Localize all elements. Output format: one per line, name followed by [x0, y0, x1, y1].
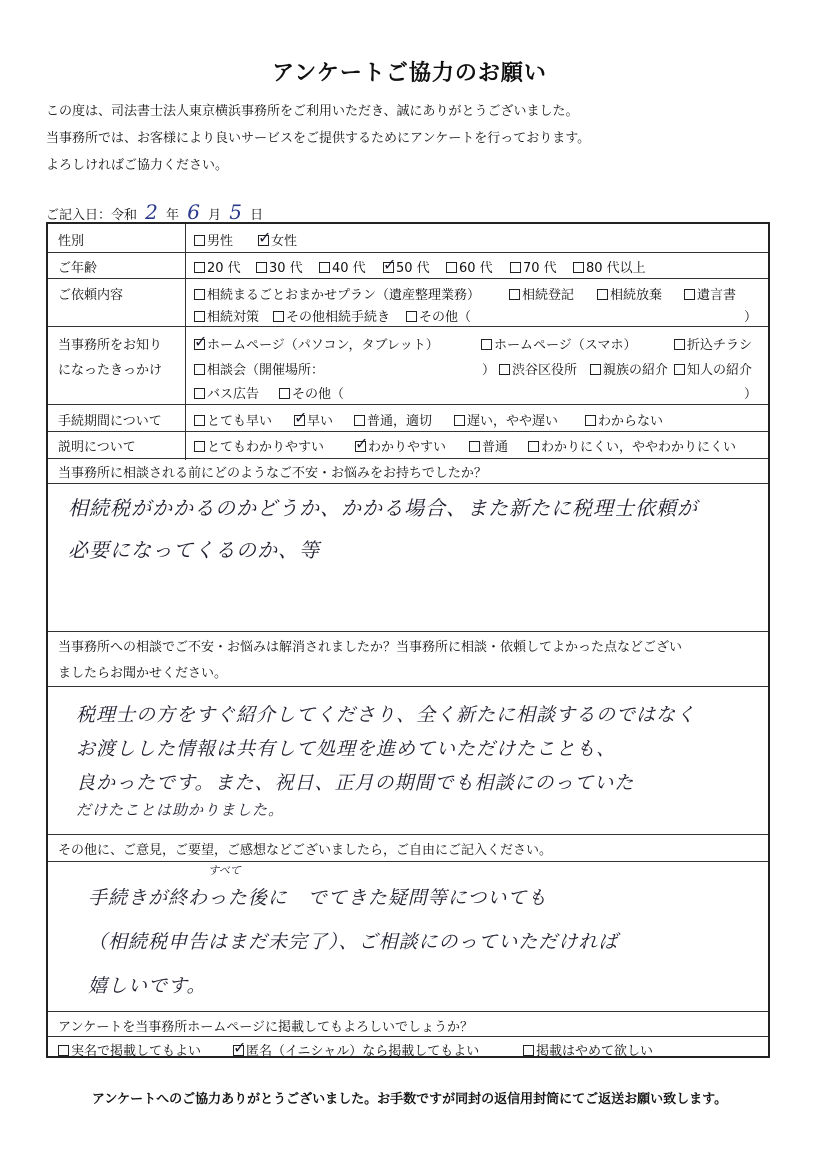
checkbox[interactable]: [256, 262, 267, 273]
explanation-label: 説明について: [58, 440, 136, 455]
answer-line: 嬉しいです。: [88, 975, 207, 997]
option-label: その他（: [419, 310, 472, 325]
request-option-other[interactable]: [406, 306, 471, 325]
option-label: わかりやすい: [368, 440, 447, 455]
row-divider: [48, 252, 768, 253]
publish-option-initials[interactable]: [233, 1040, 479, 1059]
answer-line: だけたことは助かりました。: [76, 801, 285, 819]
option-label: 男性: [207, 234, 234, 249]
row-divider: [48, 458, 768, 459]
option-label: 30 代: [269, 261, 303, 276]
source-option-shibuya-office[interactable]: [499, 359, 577, 378]
date-year-unit: 年: [166, 208, 180, 223]
checkbox[interactable]: [233, 1045, 244, 1056]
option-label: 折込チラシ: [687, 338, 753, 353]
request-option-full-plan[interactable]: [194, 284, 480, 303]
period-option-unknown[interactable]: [585, 410, 663, 429]
option-label: 80 代以上: [586, 261, 646, 276]
option-label: 実名で掲載してもよい: [71, 1044, 202, 1059]
gender-label: 性別: [58, 234, 85, 249]
option-label: わかりにくい，ややわかりにくい: [541, 440, 737, 455]
checkbox[interactable]: [684, 289, 695, 300]
source-seminar-close: ）: [482, 363, 496, 378]
checkbox[interactable]: [279, 388, 290, 399]
checkbox[interactable]: [194, 388, 205, 399]
explanation-option-clear[interactable]: [355, 436, 446, 455]
answer-3[interactable]: [88, 876, 618, 1008]
checkbox[interactable]: [355, 441, 366, 452]
row-divider: [48, 1011, 768, 1012]
checkbox[interactable]: [294, 415, 305, 426]
gender-option-male[interactable]: [194, 230, 233, 249]
option-label: バス広告: [207, 387, 260, 402]
option-label: その他相続手続き: [286, 310, 391, 325]
checkbox[interactable]: [446, 262, 457, 273]
period-label: 手続期間について: [58, 414, 162, 429]
age-option-60[interactable]: [446, 257, 493, 276]
checkbox[interactable]: [354, 415, 365, 426]
option-label: 普通，適切: [367, 414, 433, 429]
page-title: アンケートご協力のお願い: [272, 61, 547, 86]
option-label: 60 代: [459, 261, 493, 276]
checkbox[interactable]: [194, 311, 205, 322]
answer-line: 手続きが終わった後に でてきた疑問等についても: [88, 887, 548, 909]
option-label: 渋谷区役所: [512, 363, 578, 378]
source-option-seminar[interactable]: [194, 359, 324, 378]
option-label: 40 代: [332, 261, 366, 276]
explanation-option-normal[interactable]: [469, 436, 508, 455]
checkbox[interactable]: [319, 262, 330, 273]
row-divider: [48, 686, 768, 687]
row-divider: [48, 278, 768, 279]
option-label: 相続対策: [207, 310, 260, 325]
checkbox[interactable]: [585, 415, 596, 426]
checkbox[interactable]: [273, 311, 284, 322]
checkbox[interactable]: [194, 289, 205, 300]
label-column-divider: [185, 224, 186, 460]
row-divider: [48, 404, 768, 405]
age-option-30[interactable]: [256, 257, 303, 276]
checkbox[interactable]: [194, 262, 205, 273]
publish-question: アンケートを当事務所ホームページに掲載してもよろしいでしょうか？: [58, 1020, 473, 1035]
answer-line: （相続税申告はまだ未完了）、ご相談にのっていただければ: [88, 931, 619, 953]
row-divider: [48, 631, 768, 632]
date-month[interactable]: 6: [187, 200, 200, 224]
request-other-close: ）: [744, 310, 758, 325]
age-option-40[interactable]: [319, 257, 366, 276]
option-label: 親族の紹介: [603, 363, 669, 378]
date-day[interactable]: 5: [229, 200, 242, 224]
checkbox[interactable]: [194, 235, 205, 246]
option-label: 掲載はやめて欲しい: [536, 1044, 654, 1059]
date-month-unit: 月: [208, 208, 222, 223]
source-option-flyer[interactable]: [674, 334, 752, 353]
option-label: 20 代: [207, 261, 241, 276]
age-option-70[interactable]: [510, 257, 557, 276]
option-label: 知人の紹介: [687, 363, 753, 378]
entry-date: [46, 200, 263, 224]
age-option-50[interactable]: [383, 257, 430, 276]
request-label: ご依頼内容: [58, 288, 124, 303]
question-2-line-2: ましたらお聞かせください。: [58, 666, 228, 681]
gender-option-female[interactable]: [258, 230, 297, 249]
date-day-unit: 日: [250, 208, 264, 223]
checkbox[interactable]: [590, 364, 601, 375]
footer-thanks: アンケートへのご協力ありがとうございました。お手数ですが同封の返信用封筒にてご返送お願い致します。: [91, 1092, 728, 1107]
explanation-option-very-clear[interactable]: [194, 436, 324, 455]
source-option-homepage-pc[interactable]: [194, 334, 439, 353]
answer-line: 相続税がかかるのかどうか、かかる場合、また新たに税理士依頼が: [68, 496, 698, 520]
row-divider: [48, 1036, 768, 1037]
source-option-bus-ad[interactable]: [194, 383, 259, 402]
request-option-planning[interactable]: [194, 306, 259, 325]
publish-option-real-name[interactable]: [58, 1040, 201, 1059]
source-other-close: ）: [744, 387, 758, 402]
checkbox[interactable]: [454, 415, 465, 426]
date-year[interactable]: 2: [145, 200, 158, 224]
source-label-line-1: 当事務所をお知り: [58, 338, 163, 353]
request-option-will[interactable]: [684, 284, 736, 303]
date-label: ご記入日：令和: [46, 208, 138, 223]
checkbox[interactable]: [258, 235, 269, 246]
option-label: とてもわかりやすい: [207, 440, 325, 455]
row-divider: [48, 483, 768, 484]
age-option-20[interactable]: [194, 257, 241, 276]
checkbox[interactable]: [674, 364, 685, 375]
answer-line: 税理士の方をすぐ紹介してくださり、全く新たに相談するのではなく: [76, 704, 697, 726]
checkbox[interactable]: [194, 441, 205, 452]
request-option-registration[interactable]: [509, 284, 574, 303]
checkbox[interactable]: [573, 262, 584, 273]
option-label: 50 代: [396, 261, 430, 276]
period-option-fast[interactable]: [294, 410, 333, 429]
checkbox[interactable]: [481, 339, 492, 350]
answer-line: 必要になってくるのか、等: [68, 538, 320, 562]
row-divider: [48, 834, 768, 835]
option-label: 70 代: [523, 261, 557, 276]
option-label: 早い: [307, 414, 334, 429]
option-label: 相続まるごとおまかせプラン（遺産整理業務）: [207, 288, 481, 303]
checkbox[interactable]: [194, 339, 205, 350]
option-label: ホームページ（スマホ）: [494, 338, 637, 353]
checkbox[interactable]: [528, 441, 539, 452]
request-option-other-procedures[interactable]: [273, 306, 390, 325]
checkbox[interactable]: [499, 364, 510, 375]
question-2-line-1: 当事務所への相談でご不安・お悩みは解消されましたか？当事務所に相談・依頼してよかった点などござい: [58, 640, 683, 655]
checkbox[interactable]: [523, 1045, 534, 1056]
answer-3-note: すべて: [208, 864, 241, 877]
question-3: その他に、ご意見，ご要望，ご感想などございましたら，ご自由にご記入ください。: [58, 843, 553, 858]
answer-2[interactable]: [76, 698, 696, 820]
option-label: 相続登記: [522, 288, 575, 303]
checkbox[interactable]: [58, 1045, 69, 1056]
intro-line-1: この度は、司法書士法人東京横浜事務所をご利用いただき、誠にありがとうございました。: [46, 104, 579, 119]
answer-line: お渡しした情報は共有して処理を進めていただけたことも、: [76, 738, 617, 760]
publish-option-no[interactable]: [523, 1040, 653, 1059]
period-option-normal[interactable]: [354, 410, 432, 429]
source-label-line-2: になったきっかけ: [58, 363, 163, 378]
checkbox[interactable]: [509, 289, 520, 300]
option-label: とても早い: [207, 414, 273, 429]
age-label: ご年齢: [58, 261, 98, 276]
source-option-acquaintance-referral[interactable]: [674, 359, 752, 378]
period-option-very-fast[interactable]: [194, 410, 272, 429]
checkbox[interactable]: [597, 289, 608, 300]
row-divider: [48, 326, 768, 327]
question-1: 当事務所に相談される前にどのようなご不安・お悩みをお持ちでしたか？: [58, 466, 487, 481]
option-label: 女性: [271, 234, 298, 249]
period-option-slow[interactable]: [454, 410, 558, 429]
checkbox[interactable]: [674, 339, 685, 350]
option-label: 普通: [482, 440, 509, 455]
option-label: ホームページ（パソコン，タブレット）: [207, 338, 439, 353]
intro-line-2: 当事務所では、お客様により良いサービスをご提供するためにアンケートを行っております。: [46, 131, 591, 146]
checkbox[interactable]: [469, 441, 480, 452]
intro-line-3: よろしければご協力ください。: [46, 158, 229, 173]
checkbox[interactable]: [194, 415, 205, 426]
option-label: 相続放棄: [610, 288, 663, 303]
option-label: 匿名（イニシャル）なら掲載してもよい: [246, 1044, 480, 1059]
survey-form: [46, 222, 770, 1058]
row-divider: [48, 861, 768, 862]
option-label: 遅い，やや遅い: [467, 414, 559, 429]
source-option-homepage-mobile[interactable]: [481, 334, 636, 353]
option-label: 相談会（開催場所：: [207, 363, 325, 378]
checkbox[interactable]: [510, 262, 521, 273]
answer-1[interactable]: [68, 487, 698, 571]
explanation-option-unclear[interactable]: [528, 436, 736, 455]
checkbox[interactable]: [383, 262, 394, 273]
row-divider: [48, 431, 768, 432]
option-label: わからない: [598, 414, 664, 429]
option-label: その他（: [292, 387, 345, 402]
source-option-other[interactable]: [279, 383, 344, 402]
answer-line: 良かったです。また、祝日、正月の期間でも相談にのっていた: [76, 772, 635, 794]
checkbox[interactable]: [406, 311, 417, 322]
request-option-renunciation[interactable]: [597, 284, 662, 303]
source-option-relative-referral[interactable]: [590, 359, 668, 378]
checkbox[interactable]: [194, 364, 205, 375]
age-option-80-plus[interactable]: [573, 257, 646, 276]
option-label: 遺言書: [697, 288, 737, 303]
